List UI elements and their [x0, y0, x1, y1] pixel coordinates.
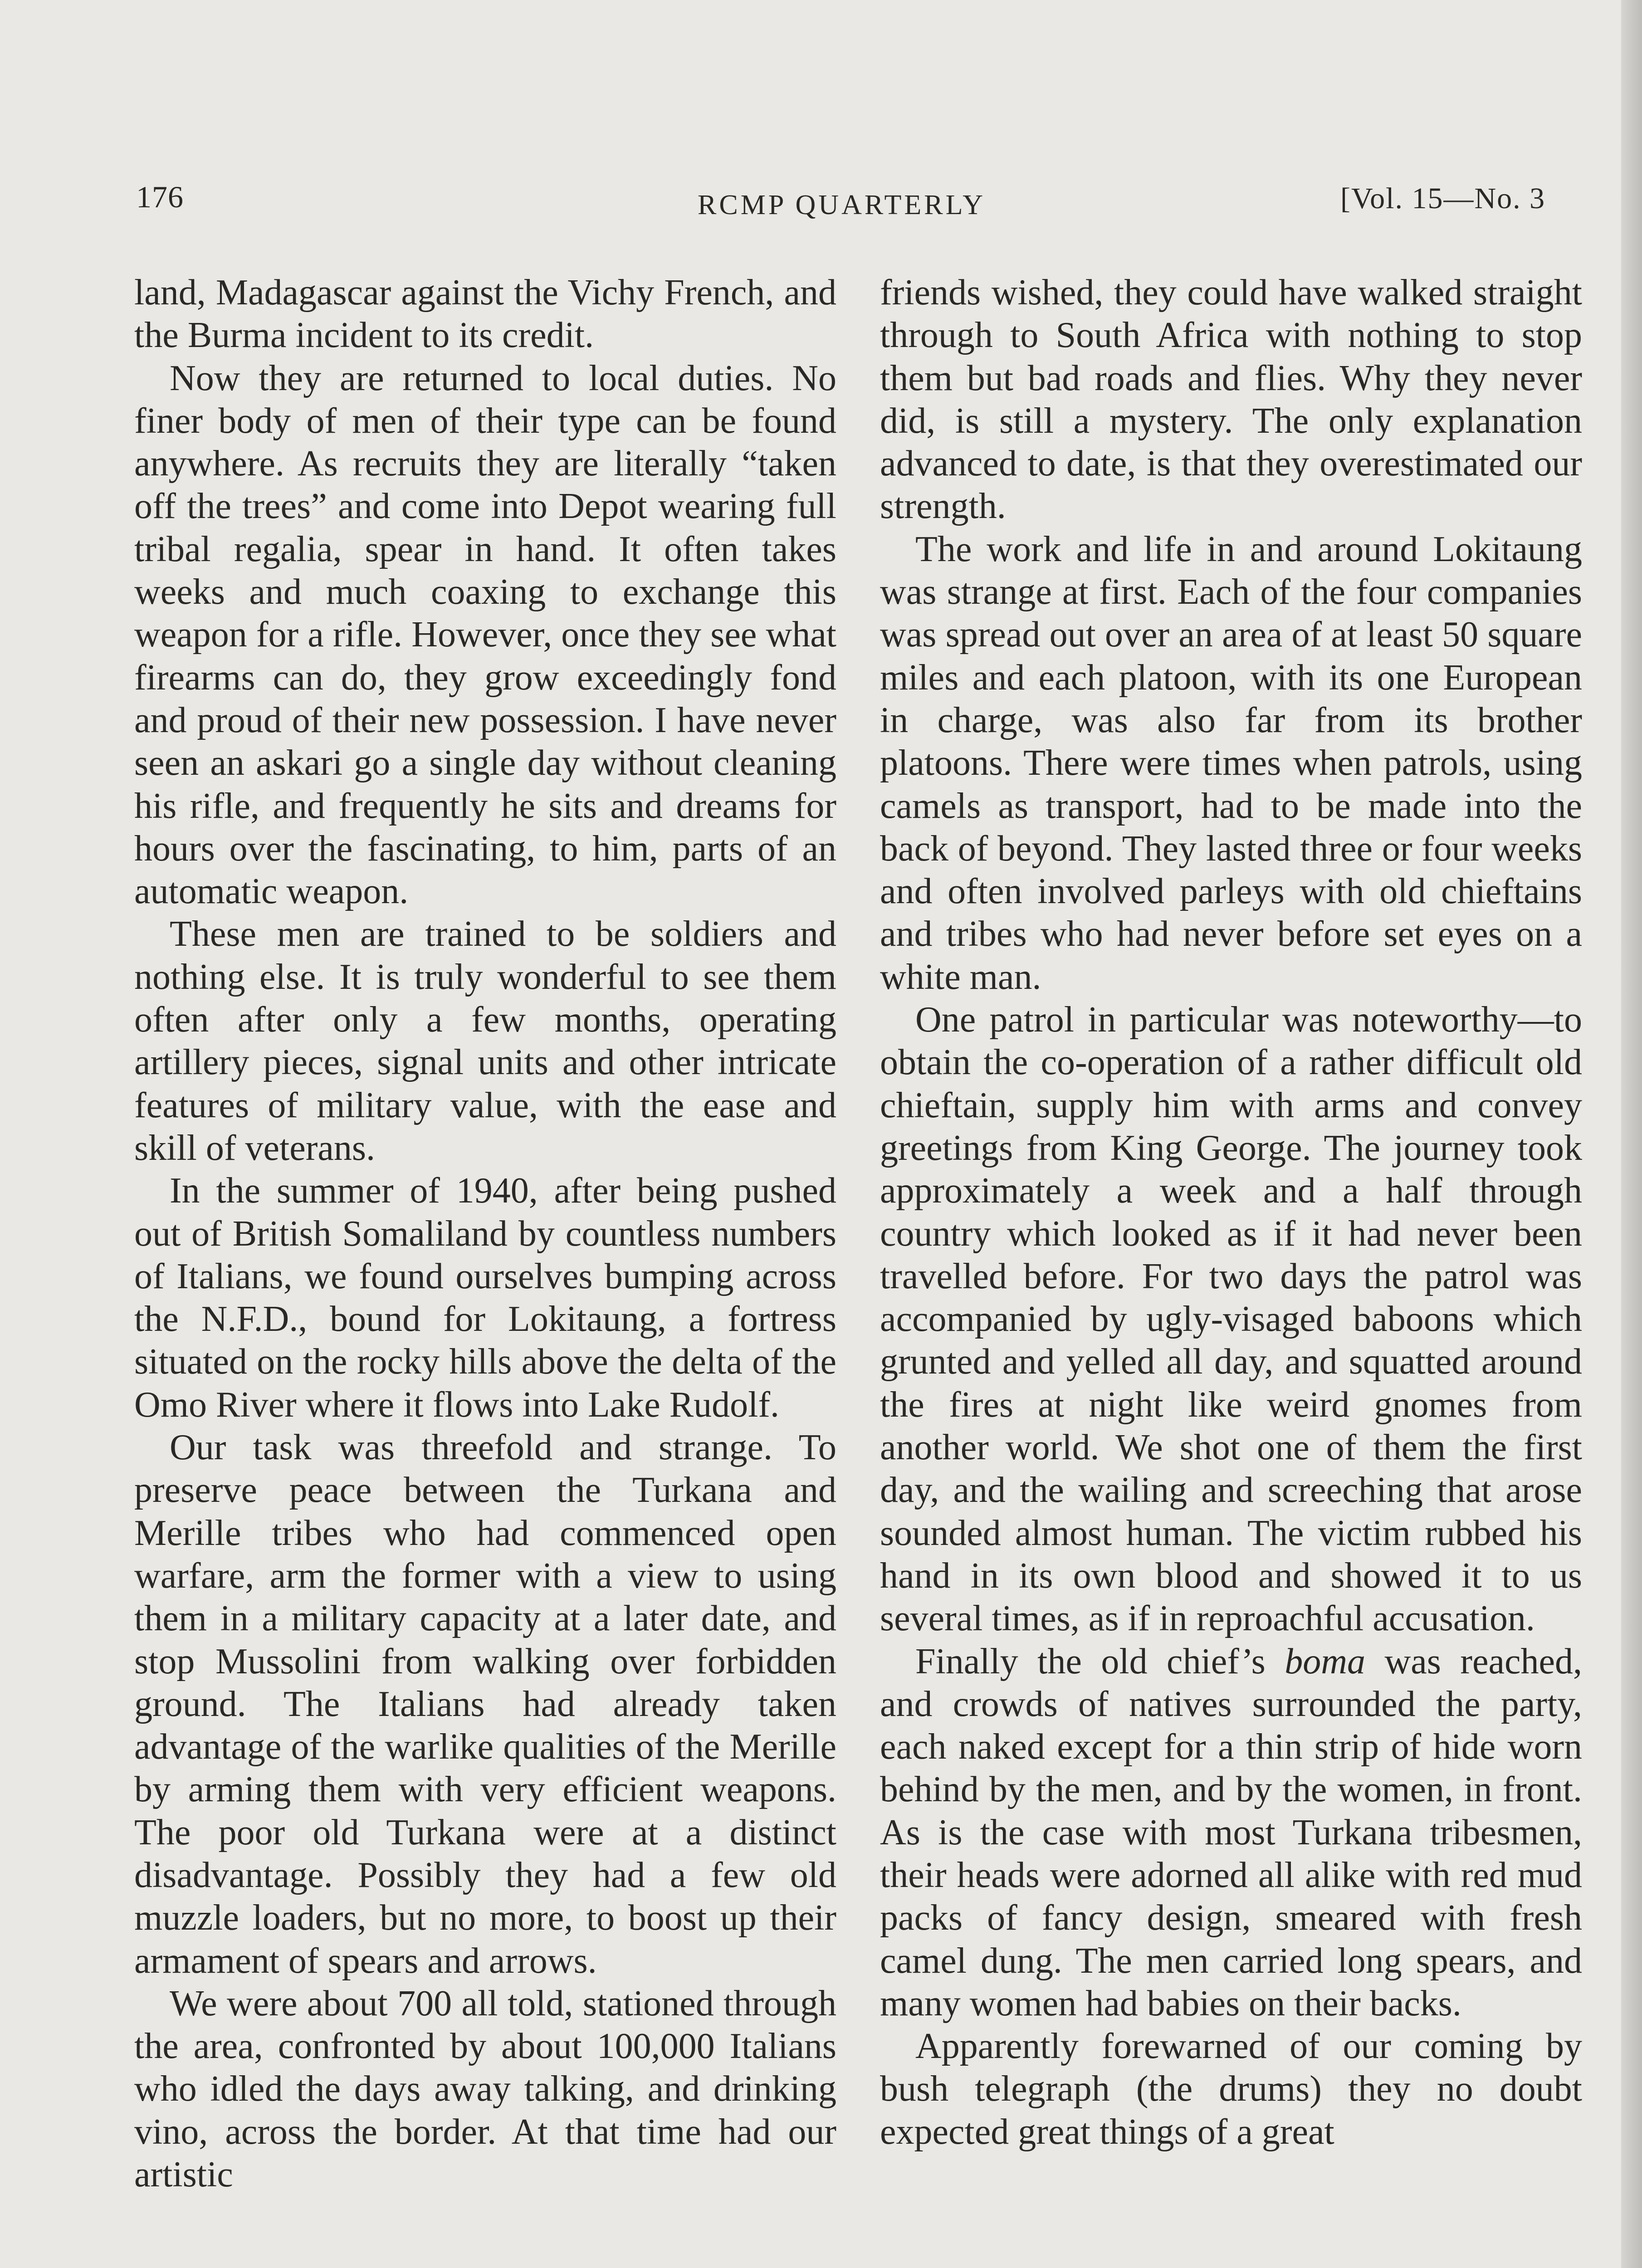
- paragraph-text: Finally the old chief’s: [915, 1641, 1285, 1681]
- paragraph: These men are trained to be soldiers and nothing else. It is truly wonderful to see them often after only a few months, operating artillery pieces, signal units and other intricate features of military value, with the ease and skill of veterans.: [134, 914, 836, 1168]
- issue-label: [Vol. 15—No. 3: [1340, 182, 1546, 215]
- paragraph: friends wished, they could have walked straight through to South Africa with nothing to stop them but bad roads and flies. Why they never did, is still a mystery. The only explanation advanced to date, is that they overestimated our strength.: [880, 273, 1582, 527]
- paragraph: Apparently forewarned of our coming by bush telegraph (the drums) they no doubt expected great things of a great: [880, 2026, 1582, 2152]
- paragraph-text: was reached, and crowds of natives surrounded the party, each naked except for a thin strip of hide worn behind by the men, and by the women, in front. As is the case with most Turkana tribesmen, their heads were adorned all alike with red mud packs of fancy design, smeared with fresh camel dung. The men carried long spears, and many women had babies on their backs.: [880, 1641, 1582, 2024]
- paragraph: In the summer of 1940, after being pushed out of British Somaliland by countless numbers of Italians, we found ourselves bumping across the N.F.D., bound for Lokitaung, a fortress situated on the rocky hills above the delta of the Omo River where it flows into Lake Rudolf.: [134, 1171, 836, 1425]
- paragraph: We were about 700 all told, stationed through the area, confronted by about 100,000 Italians who idled the days away talking, and drinking vino, across the border. At that time had our artistic: [134, 1983, 836, 2195]
- running-header: [0, 179, 1642, 234]
- paragraph: One patrol in particular was noteworthy—to obtain the co-operation of a rather difficult old chieftain, supply him with arms and convey greetings from King George. The journey took approximately a week and a half through country which looked as if it had never been travelled before. For two days the patrol was accompanied by ugly-visaged baboons which grunted and yelled all day, and squatted around the fires at night like weird gnomes from another world. We shot one of them the first day, and the wailing and screeching that arose sounded almost human. The victim rubbed his hand in its own blood and showed it to us several times, as if in reproachful accusation.: [880, 1000, 1582, 1639]
- page-number: 176: [136, 180, 184, 214]
- paragraph: land, Madagascar against the Vichy French, and the Burma incident to its credit.: [134, 273, 836, 356]
- paragraph: Now they are returned to local duties. No finer body of men of their type can be found anywhere. As recruits they are literally “taken off the trees” and come into Depot wearing full tribal regalia, spear in hand. It often takes weeks and much coaxing to exchange this weapon for a rifle. However, once they see what firearms can do, they grow exceedingly fond and proud of their new possession. I have never seen an askari go a single day without cleaning his rifle, and frequently he sits and dreams for hours over the fascinating, to him, parts of an automatic weapon.: [134, 358, 836, 912]
- running-title: RCMP QUARTERLY: [698, 190, 986, 220]
- right-column: [880, 271, 1582, 2153]
- page-edge-shadow: [1621, 0, 1642, 2268]
- paragraph: The work and life in and around Lokitaung was strange at first. Each of the four companies was spread out over an area of at least 50 square miles and each platoon, with its one European in charge, was also far from its brother platoons. There were times when patrols, using camels as transport, had to be made into the back of beyond. They lasted three or four weeks and often involved parleys with old chieftains and tribes who had never before set eyes on a white man.: [880, 529, 1582, 997]
- italic-word: boma: [1285, 1641, 1365, 1681]
- paragraph: Our task was threefold and strange. To preserve peace between the Turkana and Merille tribes who had commenced open warfare, arm the former with a view to using them in a military capacity at a later date, and stop Mussolini from walking over forbidden ground. The Italians had already taken advantage of the warlike qualities of the Merille by arming them with very efficient weapons. The poor old Turkana were at a distinct disadvantage. Possibly they had a few old muzzle loaders, but no more, to boost up their armament of spears and arrows.: [134, 1427, 836, 1981]
- left-column: [134, 271, 836, 2196]
- paragraph: [880, 1640, 1582, 2025]
